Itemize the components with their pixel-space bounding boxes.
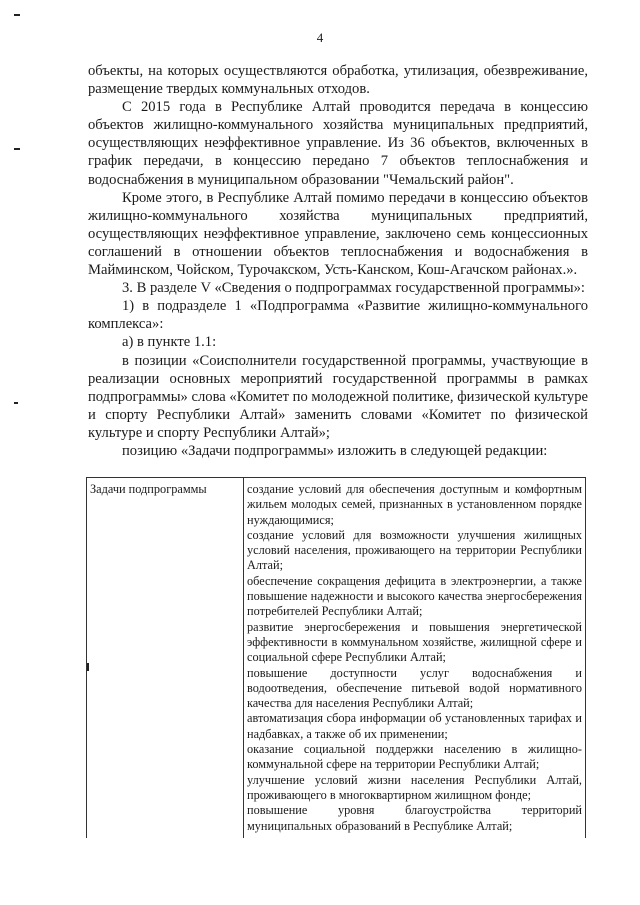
paragraph: 3. В разделе V «Сведения о подпрограммах государственной программы»: <box>122 280 585 297</box>
task-item: развитие энергосбережения и повышения энергетической эффективности в коммунальном хозяйстве, жилищной сфере и социальной сфере Республики Алтай; <box>247 619 582 665</box>
task-item: создание условий для возможности улучшения жилищных условий населения, проживающего на территории Республики Алтай; <box>247 527 582 573</box>
task-item: оказание социальной поддержки населению в жилищно-коммунальной сфере на территории Республики Алтай; <box>247 742 582 772</box>
paragraph: 1) в подразделе 1 «Подпрограмма «Развитие жилищно-коммунального комплекса»: <box>88 298 588 333</box>
scan-edge-mark <box>14 148 20 150</box>
task-item: улучшение условий жизни населения Республики Алтай, проживающего в многоквартирном жилищном фонде; <box>247 772 582 802</box>
paragraph: в позиции «Соисполнители государственной программы, участвующие в реализации основных мероприятий государственной программы в рамках подпрограммы» слова «Комитет по молодежной политике, физической культуре и спорту Республики Алтай» заменить словами «Комитет по физической культуре и спорту Республики Алтай»; <box>88 352 588 441</box>
task-item: повышение доступности услуг водоснабжения и водоотведения, обеспечение питьевой водой нормативного качества для населения Республики Алтай; <box>247 665 582 711</box>
task-item: автоматизация сбора информации об установленных тарифах и надбавках, а также об их применении; <box>247 711 582 741</box>
table-row <box>87 478 586 838</box>
paragraph: позицию «Задачи подпрограммы» изложить в следующей редакции: <box>122 442 548 459</box>
subprogram-tasks-table <box>86 477 586 838</box>
task-item: создание условий для обеспечения доступным и комфортным жильем молодых семей, признанных в установленном порядке нуждающимися; <box>247 482 582 527</box>
document-body <box>88 62 588 460</box>
paragraph: Кроме этого, в Республике Алтай помимо передачи в концессию объектов жилищно-коммунального хозяйства муниципальных предприятий, осуществляющих неэффективное управление, заключено семь концессионных соглашений в отношении объектов теплоснабжения и водоснабжения в Майминском, Чойском, Турочакском, Усть-Канском, Кош-Агачском районах.». <box>88 189 588 279</box>
paragraph: объекты, на которых осуществляются обработка, утилизация, обезвреживание, размещение твердых коммунальных отходов. <box>88 63 588 98</box>
paragraph: а) в пункте 1.1: <box>122 334 217 351</box>
task-item: обеспечение сокращения дефицита в электроэнергии, а также повышение надежности и высокого качества энергосбережения потребителей Республики Алтай; <box>247 573 582 619</box>
page-number: 4 <box>316 30 324 45</box>
scan-edge-mark <box>14 402 18 404</box>
table-cell-tasks <box>244 478 586 838</box>
task-item: повышение уровня благоустройства территорий муниципальных образований в Республике Алтай; <box>247 803 582 833</box>
table-cell-label: Задачи подпрограммы <box>87 478 244 838</box>
scan-edge-mark <box>14 14 20 16</box>
paragraph: С 2015 года в Республике Алтай проводится передача в концессию объектов жилищно-коммунального хозяйства муниципальных предприятий, осуществляющих неэффективное управление. Из 36 объектов, включенных в график передачи, в концессию передано 7 объектов теплоснабжения и водоснабжения в муниципальном образовании "Чемальский район". <box>88 99 588 188</box>
